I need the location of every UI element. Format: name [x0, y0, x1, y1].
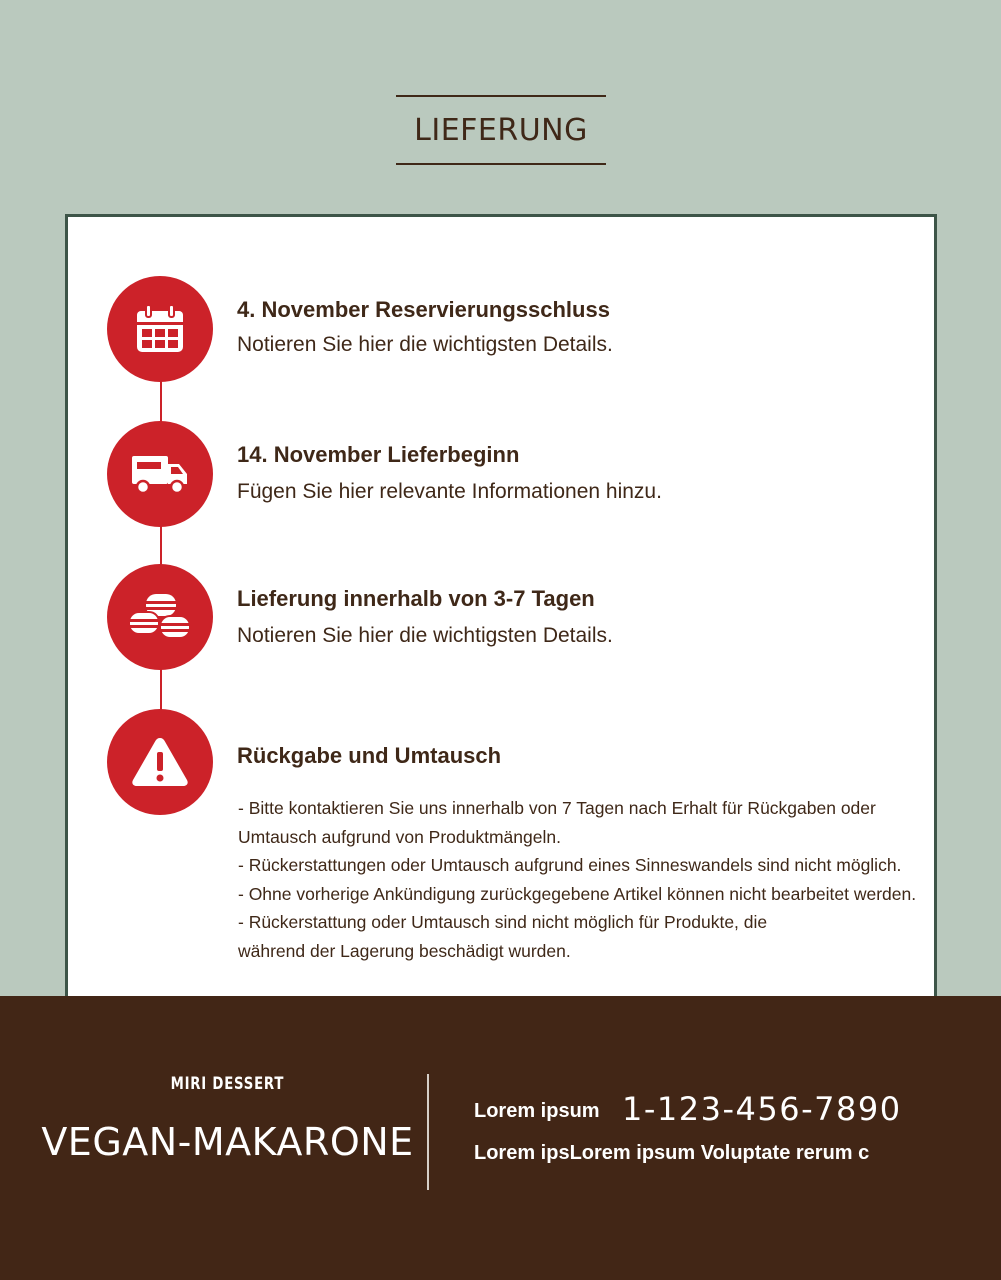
list-item: Umtausch aufgrund von Produktmängeln. [238, 826, 561, 847]
footer-divider [427, 1074, 429, 1190]
contact-label: Lorem ipsum [474, 1100, 600, 1122]
step-3-title: Lieferung innerhalb von 3-7 Tagen [237, 586, 595, 611]
timeline-connector [160, 668, 162, 712]
brand-subtitle: MIRI DESSERT [170, 1074, 285, 1094]
phone-number[interactable]: 1-123-456-7890 [622, 1090, 902, 1128]
brand-name: VEGAN-MAKARONE [41, 1120, 414, 1164]
step-2-title: 14. November Lieferbeginn [237, 442, 520, 467]
warning-icon [131, 736, 189, 788]
timeline-connector [160, 525, 162, 567]
step-1-title: 4. November Reservierungsschluss [237, 297, 610, 322]
list-item: während der Lagerung beschädigt wurden. [238, 940, 571, 961]
list-item: - Ohne vorherige Ankündigung zurückgegebene Artikel können nicht bearbeitet werden. [238, 883, 917, 904]
list-item: - Rückerstattung oder Umtausch sind nicht möglich für Produkte, die [238, 912, 768, 933]
step-2-description: Fügen Sie hier relevante Informationen hinzu. [237, 480, 662, 503]
returns-policy-list [238, 794, 988, 966]
list-item: - Rückerstattungen oder Umtausch aufgrund eines Sinneswandels sind nicht möglich. [238, 855, 902, 876]
timeline-step-3 [107, 564, 213, 670]
timeline-step-4 [107, 709, 213, 815]
contact-info: Lorem ipsLorem ipsum Voluptate rerum c [474, 1142, 870, 1164]
truck-icon [131, 452, 189, 496]
page-title: LIEFERUNG [414, 112, 588, 148]
timeline-connector [160, 380, 162, 424]
timeline-step-2 [107, 421, 213, 527]
step-1-description: Notieren Sie hier die wichtigsten Details. [237, 333, 613, 356]
title-box [396, 95, 606, 165]
timeline-step-1 [107, 276, 213, 382]
macaron-icon [128, 592, 192, 642]
calendar-icon [133, 302, 187, 356]
step-3-description: Notieren Sie hier die wichtigsten Details. [237, 624, 613, 647]
step-4-title: Rückgabe und Umtausch [237, 743, 502, 768]
footer [0, 996, 1001, 1280]
list-item: - Bitte kontaktieren Sie uns innerhalb von 7 Tagen nach Erhalt für Rückgaben oder [238, 798, 876, 818]
